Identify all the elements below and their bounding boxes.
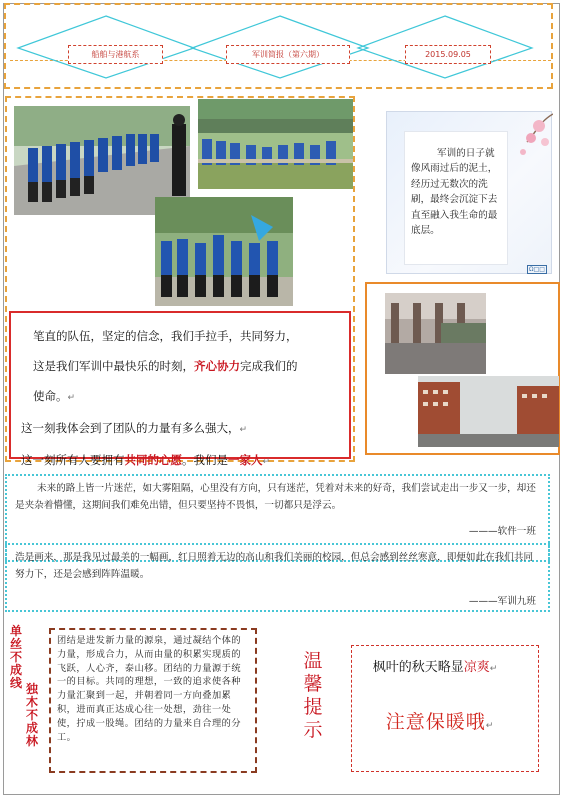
quote-line-1: 笔直的队伍，坚定的信念，我们手拉手，共同努力， [33,329,298,343]
training-photo-circle [155,197,293,306]
quote-line-4: 这一刻我体会到了团队的力量有多么强大，↵ [21,421,248,435]
quote-line-3: 使命。↵ [33,389,76,403]
reflection-text-1: 未来的路上皆一片迷茫，如大雾阻隔，心里没有方向，只有迷茫，凭着对未来的好奇，我们尝试走出一步又一步，却还是夹杂着懵懂，这期间我们难免出错，但只要坚持不畏惧，一切都只是浮云。 [15,483,536,511]
highlight-teamwork: 齐心协力 [194,359,240,373]
unity-essay-text: 团结是进发新力量的源泉，通过凝结个体的力量，形成合力，从而由量的积累实现质的飞跃，人心齐，泰山移。团结的力量源于统一的目标。共同的理想，一致的追求使各种力量汇聚到一起，并朝着同一方向叠加累积，进而真正达成心往一处想，劲往一处使，拧成一股绳。团结的力量来自合理的分工。 [57,635,242,743]
motto-vertical [9,625,49,775]
unity-essay-box [49,628,257,773]
bulletin-title: 军训简报（第六期） [226,45,350,64]
poem-text: 军训的日子就像风雨过后的泥土，经历过无数次的洗刷，最终会沉淀下去直至融入我生命的最底层。 [404,131,508,265]
reflection-panel-2 [5,543,550,612]
motto-col-1: 单丝不成线 [9,624,22,690]
reflection-text-2: 浩是画来，那是我见过最美的一幅画，红日照着无边的高山和我们美丽的校园，但总会感到丝丝寒意，即便如此在我们共同努力下，还是会感到阵阵温暖。 [15,552,534,580]
signature-2: ———军训九班 [468,596,536,607]
issue-date: 2015.09.05 [405,45,491,64]
warm-tip-line-1: 枫叶的秋天略显凉爽↵ [372,660,498,675]
signature-1: ———软件一班 [468,526,536,537]
department-label: 船舶与港航系 [68,45,163,64]
warm-tip-line-2: 注意保暖哦↵ [385,711,495,733]
quote-box [9,311,351,467]
training-photo-tug [198,99,353,189]
quote-line-5: 这一刻所有人要拥有共同的心愿。我们是一家人↵ [21,453,271,467]
poem-mark: Ω□□ [529,266,545,273]
campus-photo-arcade [385,293,486,374]
poem-card [386,111,552,274]
quote-line-2: 这是我们军训中最快乐的时刻，齐心协力完成我们的 [33,359,298,373]
header-diamond-3 [356,14,534,74]
blossom-icon [509,112,553,168]
header-diamond-1 [16,14,196,74]
highlight-one-family: 一家人 [228,453,263,467]
warm-tip-box [351,645,539,772]
campus-photo-buildings [418,376,559,447]
highlight-cool: 凉爽 [463,660,490,675]
highlight-common-wish: 共同的心愿 [124,453,182,467]
motto-col-2: 独木不成林 [25,682,38,748]
warm-tip-title: 温馨提示 [303,650,323,741]
header-diamond-2 [190,14,370,74]
